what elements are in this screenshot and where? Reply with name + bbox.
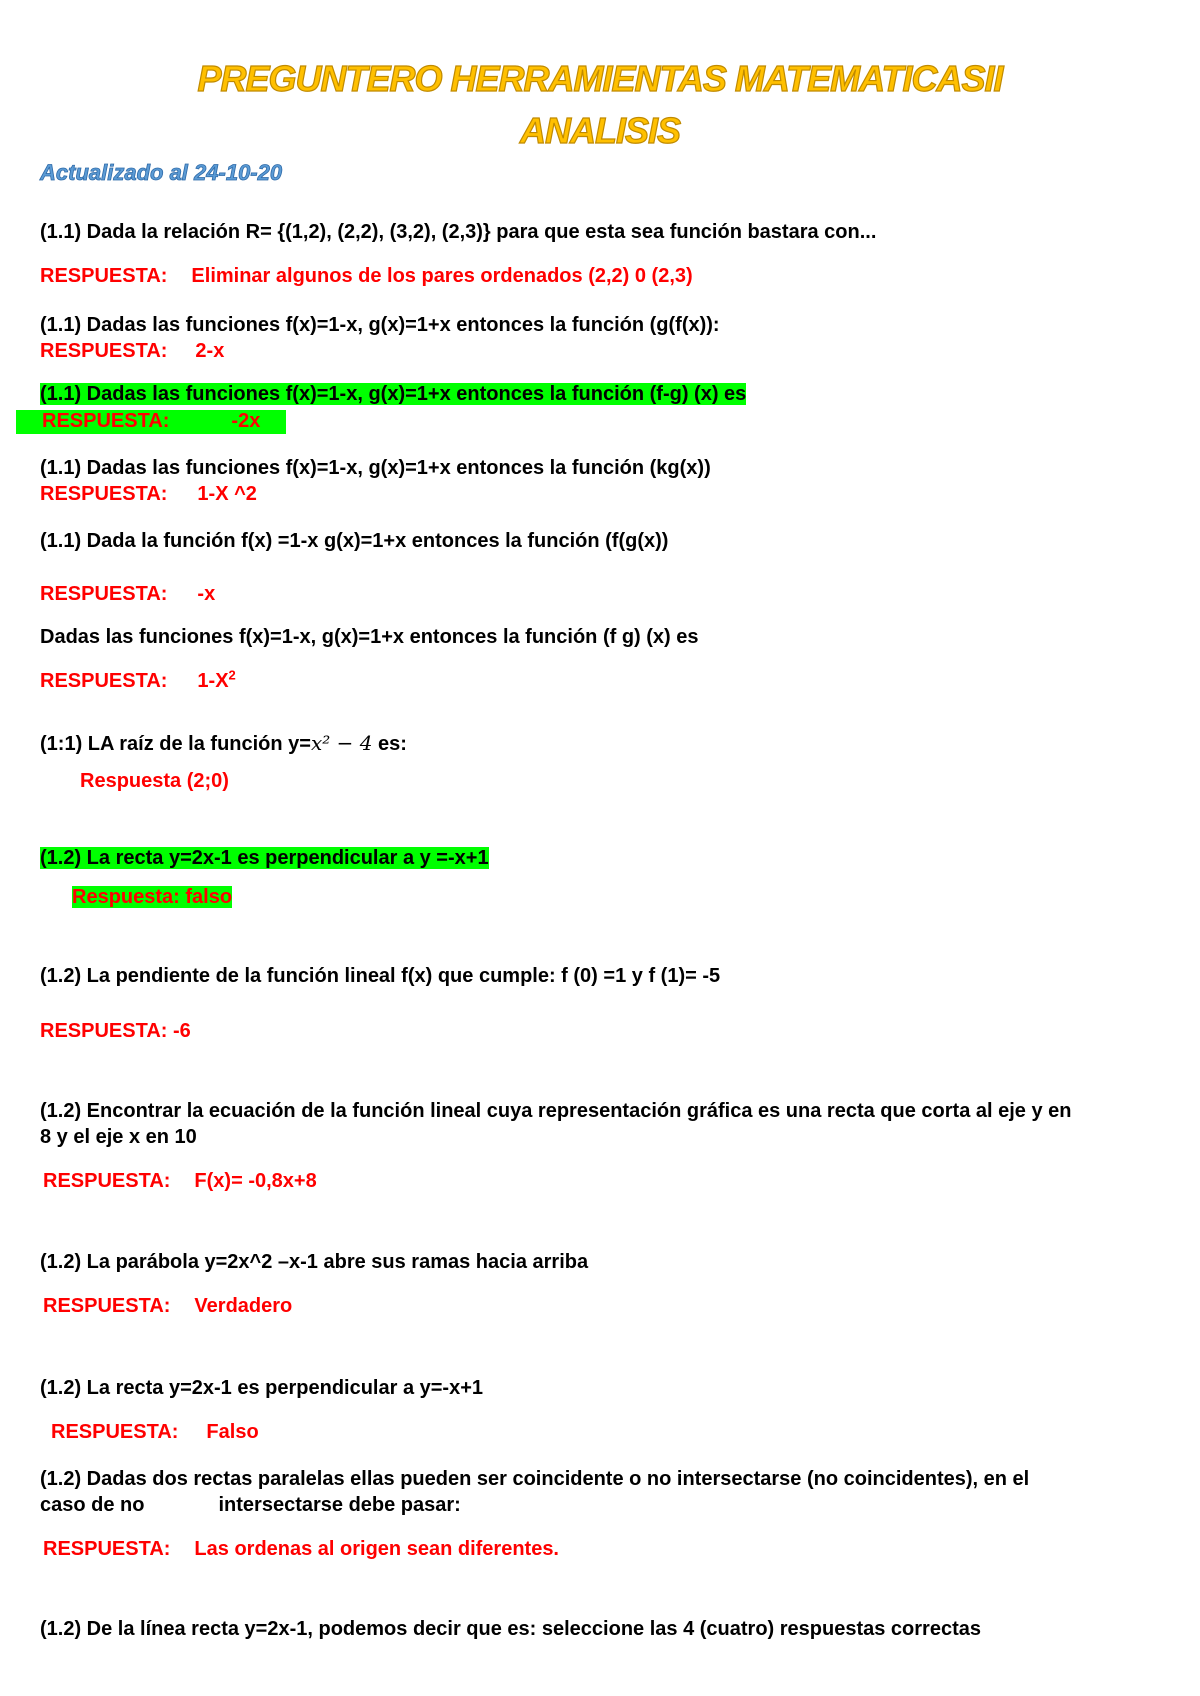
answer-2 (40, 340, 224, 363)
question-text: (1:1) LA raíz de la función y= (40, 733, 311, 755)
answer-label: RESPUESTA: (40, 670, 168, 692)
answer-text: Verdadero (194, 1295, 293, 1317)
answer-1 (40, 265, 693, 288)
question-4: (1.1) Dadas las funciones f(x)=1-x, g(x)=1+x entonces la función (kg(x)) (40, 457, 711, 479)
answer-text: Las ordenas al origen sean diferentes. (194, 1538, 559, 1560)
question-text-end: es: (372, 733, 407, 755)
answer-superscript: 2 (228, 667, 236, 683)
question-10-line2: 8 y el eje x en 10 (40, 1126, 197, 1148)
question-2: (1.1) Dadas las funciones f(x)=1-x, g(x)=1+x entonces la función (g(f(x)): (40, 314, 720, 336)
updated-date: Actualizado al 24-10-20 (40, 160, 283, 185)
answer-text: Falso (206, 1421, 259, 1443)
math-expression: x² − 4 (310, 731, 373, 755)
answer-text: Eliminar algunos de los pares ordenados (2,2) 0 (2,3) (191, 265, 693, 287)
question-14: (1.2) De la línea recta y=2x-1, podemos decir que es: seleccione las 4 (cuatro) respuestas correctas (40, 1618, 981, 1640)
question-text-end: intersectarse debe pasar: (218, 1494, 461, 1516)
highlighted-answer: Respuesta: falso (72, 886, 233, 908)
answer-13 (43, 1538, 559, 1561)
question-9: (1.2) La pendiente de la función lineal f(x) que cumple: f (0) =1 y f (1)= -5 (40, 965, 721, 987)
question-13-line1: (1.2) Dadas dos rectas paralelas ellas pueden ser coincidente o no intersectarse (no coincidentes), en el (40, 1468, 1030, 1490)
question-12: (1.2) La recta y=2x-1 es perpendicular a y=-x+1 (40, 1377, 484, 1399)
answer-label: RESPUESTA: (51, 1421, 179, 1443)
answer-4 (40, 483, 257, 506)
document-title-line1: PREGUNTERO HERRAMIENTAS MATEMATICASII (197, 58, 1003, 99)
highlighted-question: (1.2) La recta y=2x-1 es perpendicular a y =-x+1 (40, 847, 489, 869)
answer-text: -2x (231, 410, 261, 432)
answer-11 (43, 1295, 292, 1318)
question-text: caso de no (40, 1494, 145, 1516)
answer-text: 1-X ^2 (197, 483, 257, 505)
highlighted-question: (1.1) Dadas las funciones f(x)=1-x, g(x)=1+x entonces la función (f-g) (x) es (40, 383, 747, 405)
question-13-line2 (40, 1494, 461, 1517)
document-title-line2: ANALISIS (519, 110, 680, 151)
answer-7: Respuesta (2;0) (80, 770, 229, 792)
answer-label: RESPUESTA: (43, 1538, 171, 1560)
question-8 (40, 847, 489, 870)
answer-text: F(x)= -0,8x+8 (194, 1170, 317, 1192)
answer-label: RESPUESTA: (43, 1295, 171, 1317)
question-3 (40, 383, 746, 406)
answer-label: RESPUESTA: (42, 410, 170, 432)
question-1: (1.1) Dada la relación R= {(1,2), (2,2), (3,2), (2,3)} para que esta sea función bastara con... (40, 221, 877, 243)
question-7 (40, 731, 407, 756)
answer-label: RESPUESTA: (40, 265, 168, 287)
question-5: (1.1) Dada la función f(x) =1-x g(x)=1+x entonces la función (f(g(x)) (40, 530, 669, 552)
answer-text: -x (197, 583, 216, 605)
answer-9: RESPUESTA: -6 (40, 1020, 191, 1042)
answer-5 (40, 583, 215, 606)
answer-8 (72, 886, 232, 909)
answer-text: 1-X (197, 670, 229, 692)
answer-12 (51, 1421, 259, 1444)
question-10-line1: (1.2) Encontrar la ecuación de la función lineal cuya representación gráfica es una recta que corta al eje y en (40, 1100, 1072, 1122)
answer-label: RESPUESTA: (43, 1170, 171, 1192)
question-11: (1.2) La parábola y=2x^2 –x-1 abre sus ramas hacia arriba (40, 1251, 589, 1273)
answer-10 (43, 1170, 317, 1193)
answer-label: RESPUESTA: (40, 583, 168, 605)
answer-label: RESPUESTA: (40, 483, 168, 505)
answer-3 (16, 410, 286, 434)
answer-label: RESPUESTA: (40, 340, 168, 362)
answer-6 (40, 667, 236, 693)
question-6: Dadas las funciones f(x)=1-x, g(x)=1+x entonces la función (f g) (x) es (40, 626, 699, 648)
answer-text: 2-x (195, 340, 225, 362)
